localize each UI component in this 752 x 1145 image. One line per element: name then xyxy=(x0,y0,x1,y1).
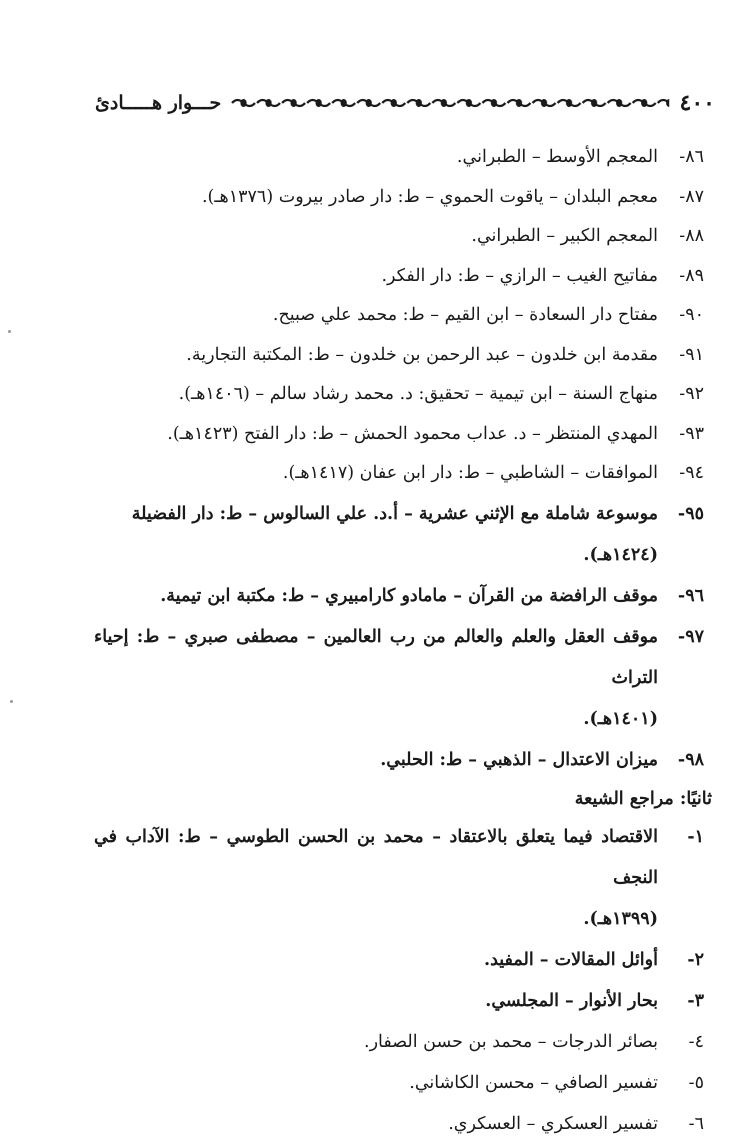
entry-text: تفسير الصافي – محسن الكاشاني. xyxy=(409,1072,658,1093)
entry-number: ٩٤- xyxy=(679,463,704,483)
entry-text-line1: الاقتصاد فيما يتعلق بالاعتقاد – محمد بن الحسن الطوسي – ط: الآداب في النجف xyxy=(94,826,658,888)
entry-text: مفاتيح الغيب – الرازي – ط: دار الفكر. xyxy=(381,265,658,286)
entry-number: ٨٧- xyxy=(679,186,704,207)
entry-text-line1: موقف العقل والعلم والعالم من رب العالمين – مصطفى صبري – ط: إحياء التراث xyxy=(94,626,658,688)
entry-text xyxy=(94,817,658,940)
entry-text xyxy=(94,494,658,576)
entry-number: ٤- xyxy=(688,1031,704,1052)
entry-text: موقف الرافضة من القرآن – مامادو كارامبيري – ط: مكتبة ابن تيمية. xyxy=(160,585,658,606)
list-item xyxy=(94,617,704,740)
scan-speck xyxy=(8,330,11,333)
list-item xyxy=(94,940,704,981)
entry-number: ٢- xyxy=(687,949,704,970)
entry-text: المعجم الكبير – الطبراني. xyxy=(471,226,658,246)
entry-text: المهدي المنتظر – د. عداب محمود الحمش – ط: دار الفتح (١٤٢٣هـ). xyxy=(167,423,658,444)
list-item xyxy=(94,817,704,940)
entry-text: معجم البلدان – ياقوت الحموي – ط: دار صادر بيروت (١٣٧٦هـ). xyxy=(201,186,658,207)
entry-number: ٨٩- xyxy=(679,265,704,286)
entry-number: ٩٨- xyxy=(677,749,704,770)
entry-text: بصائر الدرجات – محمد بن حسن الصفار. xyxy=(364,1031,658,1052)
entry-number: ٩٠- xyxy=(679,305,704,325)
entry-text: مفتاح دار السعادة – ابن القيم – ط: محمد علي صبيح. xyxy=(272,305,658,325)
list-item xyxy=(94,454,704,494)
entry-text: تفسير العسكري – العسكري. xyxy=(448,1113,658,1134)
entry-text-line2: (١٤٢٤هـ). xyxy=(583,544,658,565)
entry-text xyxy=(94,617,658,740)
entry-number: ٨٦- xyxy=(679,147,704,167)
entry-number: ٨٨- xyxy=(679,226,704,246)
entry-number: ١- xyxy=(687,826,704,847)
list-item xyxy=(94,296,704,336)
bibliography-list xyxy=(94,138,712,1145)
entry-text: الموافقات – الشاطبي – ط: دار ابن عفان (١٤١٧هـ). xyxy=(282,463,658,483)
entry-number: ٩٢- xyxy=(679,384,704,404)
scan-speck xyxy=(10,700,13,703)
list-item xyxy=(94,740,704,781)
entry-number: ٣- xyxy=(687,990,704,1011)
entry-text: المعجم الأوسط – الطبراني. xyxy=(456,147,658,167)
section-heading: ثانيًا: مراجع الشيعة xyxy=(574,788,712,809)
entry-number: ٩٦- xyxy=(677,585,704,606)
list-item xyxy=(94,576,704,617)
entry-number: ٩٣- xyxy=(679,423,704,444)
entry-text: ميزان الاعتدال – الذهبي – ط: الحلبي. xyxy=(380,749,658,770)
page-number: ٤٠٠ xyxy=(679,90,715,116)
entry-number: ٦- xyxy=(688,1113,704,1134)
entry-text-line2: (١٤٠١هـ). xyxy=(583,708,658,729)
entry-text: مقدمة ابن خلدون – عبد الرحمن بن خلدون – ط: المكتبة التجارية. xyxy=(186,344,658,365)
list-item xyxy=(94,415,704,455)
entry-text: أوائل المقالات – المفيد. xyxy=(483,949,658,970)
entry-number: ٩٧- xyxy=(677,626,704,647)
decorative-rule xyxy=(231,96,669,110)
entry-text-line1: موسوعة شاملة مع الإثني عشرية – أ.د. علي السالوس – ط: دار الفضيلة xyxy=(131,503,658,524)
list-item xyxy=(94,336,704,376)
page-header xyxy=(95,86,715,120)
list-item xyxy=(94,178,704,218)
running-title: حـــوار هـــــادئ xyxy=(95,92,222,114)
list-item xyxy=(94,1063,704,1104)
entry-number: ٩٥- xyxy=(677,503,704,524)
list-item xyxy=(94,257,704,297)
list-item xyxy=(94,981,704,1022)
list-item xyxy=(94,217,704,257)
entry-text: بحار الأنوار – المجلسي. xyxy=(485,990,658,1011)
entry-number: ٩١- xyxy=(679,344,704,365)
list-item xyxy=(94,138,704,178)
entry-text-line2: (١٣٩٩هـ). xyxy=(583,908,658,929)
entry-text: منهاج السنة – ابن تيمية – تحقيق: د. محمد رشاد سالم – (١٤٠٦هـ). xyxy=(178,384,658,404)
list-item xyxy=(94,1104,704,1145)
entry-number: ٥- xyxy=(688,1072,704,1093)
list-item xyxy=(94,375,704,415)
list-item xyxy=(94,494,704,576)
list-item xyxy=(94,1022,704,1063)
